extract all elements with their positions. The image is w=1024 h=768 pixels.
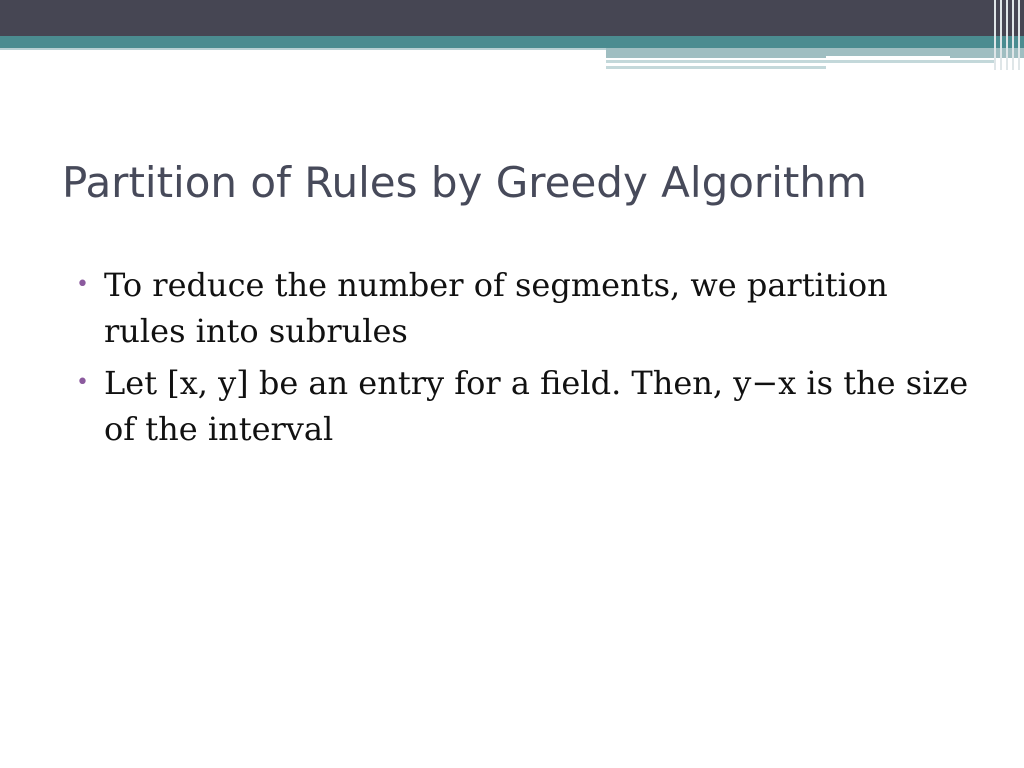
bullet-marker: • — [76, 272, 89, 297]
header-teal-band — [0, 36, 1024, 48]
header-accent-line-3 — [606, 66, 826, 69]
header-dark-band — [0, 0, 1024, 36]
bullet-list — [76, 262, 976, 458]
bullet-item — [76, 262, 976, 354]
bullet-marker: • — [76, 370, 89, 395]
header-accent-line — [0, 48, 606, 50]
header-right-stripes — [990, 0, 1024, 70]
header-white-line — [826, 56, 950, 58]
header-accent-block — [606, 48, 1024, 58]
slide-title: Partition of Rules by Greedy Algorithm — [62, 158, 867, 207]
bullet-item — [76, 360, 976, 452]
bullet-text: To reduce the number of segments, we partition rules into subrules — [104, 266, 888, 350]
header-accent-line-2 — [606, 60, 996, 63]
bullet-text: Let [x, y] be an entry for a field. Then, y−x is the size of the interval — [104, 364, 969, 448]
